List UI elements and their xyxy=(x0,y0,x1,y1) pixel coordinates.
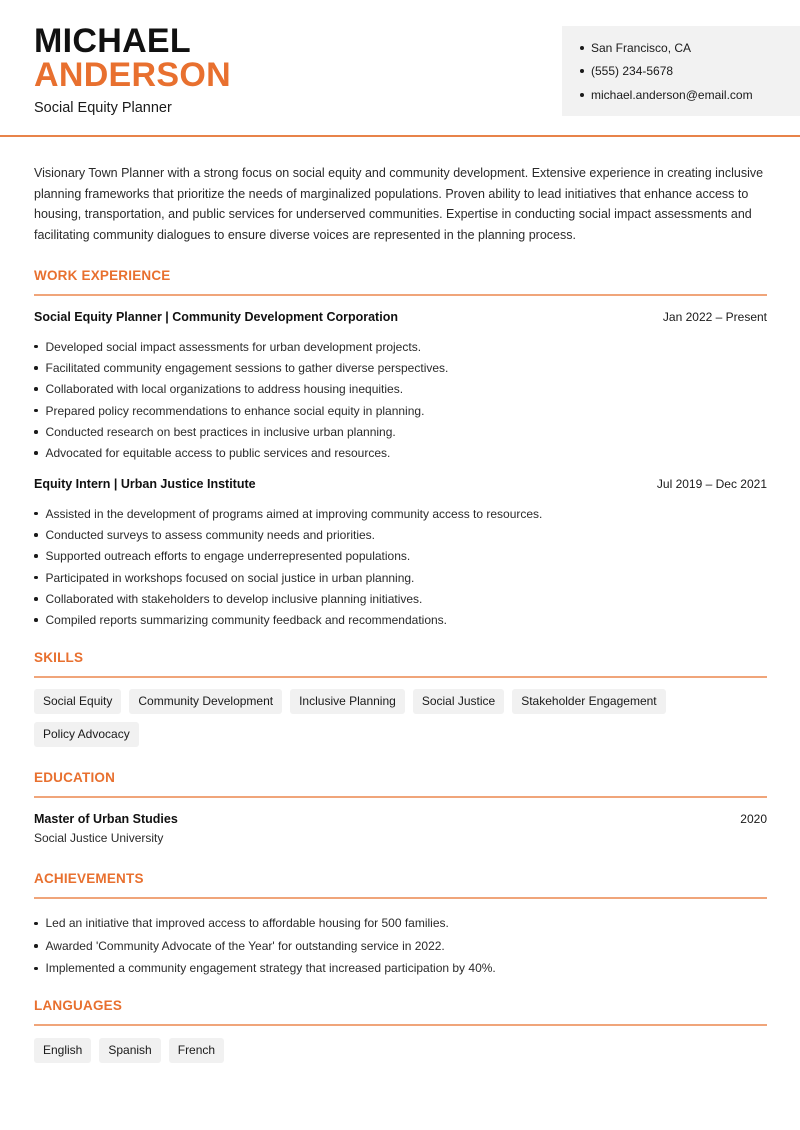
list-item xyxy=(34,379,767,400)
list-item xyxy=(34,546,767,567)
list-item-text: Participated in workshops focused on social justice in urban planning. xyxy=(45,570,415,585)
bullet-icon xyxy=(580,46,584,50)
list-item-text: Conducted surveys to assess community needs and priorities. xyxy=(45,527,375,542)
bullet-icon xyxy=(34,944,38,948)
contact-phone xyxy=(580,60,800,84)
section-title-education: EDUCATION xyxy=(34,770,116,785)
job-header xyxy=(34,477,767,491)
skill-tag: Social Equity xyxy=(34,689,121,714)
job-dates: Jan 2022 – Present xyxy=(662,310,767,324)
skill-tag: Social Justice xyxy=(413,689,504,714)
languages-list xyxy=(34,1038,767,1063)
location-text: San Francisco, CA xyxy=(591,40,692,55)
last-name: ANDERSON xyxy=(34,56,231,94)
bullet-icon xyxy=(34,967,38,971)
bullet-icon xyxy=(34,451,38,455)
list-item xyxy=(34,421,767,442)
list-item-text: Advocated for equitable access to public services and resources. xyxy=(45,446,391,461)
list-item-text: Collaborated with stakeholders to develop inclusive planning initiatives. xyxy=(45,591,423,606)
bullet-icon xyxy=(34,597,38,601)
list-item xyxy=(34,609,767,630)
job-bullets xyxy=(34,503,767,631)
bullet-icon xyxy=(580,69,584,73)
email-text: michael.anderson@email.com xyxy=(591,87,753,102)
bullet-icon xyxy=(34,366,38,370)
section-title-achievements: ACHIEVEMENTS xyxy=(34,871,144,886)
graduation-year: 2020 xyxy=(740,812,767,826)
bullet-icon xyxy=(34,554,38,558)
bullet-icon xyxy=(34,387,38,391)
list-item-text: Conducted research on best practices in inclusive urban planning. xyxy=(45,424,396,439)
contact-box xyxy=(562,26,800,116)
list-item xyxy=(34,567,767,588)
education-header xyxy=(34,812,767,826)
section-divider xyxy=(34,796,767,798)
list-item xyxy=(34,357,767,378)
bullet-icon xyxy=(34,409,38,413)
list-item-text: Led an initiative that improved access to affordable housing for 500 families. xyxy=(45,916,449,931)
first-name: MICHAEL xyxy=(34,22,191,60)
bullet-icon xyxy=(34,576,38,580)
list-item-text: Implemented a community engagement strategy that increased participation by 40%. xyxy=(45,961,496,976)
job-heading: Equity Intern | Urban Justice Institute xyxy=(34,477,256,491)
achievements-list xyxy=(34,912,767,980)
skill-tag: Stakeholder Engagement xyxy=(512,689,665,714)
skill-tag: Policy Advocacy xyxy=(34,722,139,747)
list-item xyxy=(34,336,767,357)
section-title-work: WORK EXPERIENCE xyxy=(34,268,171,283)
bullet-icon xyxy=(34,922,38,926)
contact-location xyxy=(580,36,800,60)
bullet-icon xyxy=(34,618,38,622)
job-title: Social Equity Planner xyxy=(34,100,172,116)
section-divider xyxy=(34,897,767,899)
list-item xyxy=(34,588,767,609)
bullet-icon xyxy=(34,430,38,434)
degree: Master of Urban Studies xyxy=(34,812,178,826)
bullet-icon xyxy=(34,345,38,349)
job-header xyxy=(34,310,767,324)
language-tag: French xyxy=(169,1038,224,1063)
list-item xyxy=(34,957,767,980)
summary-paragraph: Visionary Town Planner with a strong focus on social equity and community development. Extensive experience in creating inclusive planning frameworks that prioritize the needs of marginalized populations. Proven ability to lead initiatives that enhance access to housing, transportation, and public services for underserved communities. Expertise in conducting social impact assessments and facilitating community dialogues to ensure diverse voices are represented in the planning process. xyxy=(34,166,764,242)
list-item xyxy=(34,935,767,958)
resume-header xyxy=(0,0,800,137)
job-bullets xyxy=(34,336,767,464)
section-title-languages: LANGUAGES xyxy=(34,998,123,1013)
phone-text: (555) 234-5678 xyxy=(591,64,674,79)
list-item-text: Collaborated with local organizations to address housing inequities. xyxy=(45,382,404,397)
skill-tag: Community Development xyxy=(129,689,282,714)
contact-email xyxy=(580,83,800,107)
skill-tag: Inclusive Planning xyxy=(290,689,405,714)
list-item xyxy=(34,524,767,545)
section-divider xyxy=(34,676,767,678)
bullet-icon xyxy=(580,93,584,97)
bullet-icon xyxy=(34,533,38,537)
language-tag: Spanish xyxy=(99,1038,160,1063)
list-item xyxy=(34,400,767,421)
language-tag: English xyxy=(34,1038,91,1063)
section-title-skills: SKILLS xyxy=(34,650,84,665)
bullet-icon xyxy=(34,512,38,516)
skills-list xyxy=(34,689,767,747)
list-item-text: Facilitated community engagement sessions to gather diverse perspectives. xyxy=(45,360,449,375)
list-item xyxy=(34,442,767,463)
list-item-text: Developed social impact assessments for urban development projects. xyxy=(45,339,422,354)
list-item-text: Compiled reports summarizing community feedback and recommendations. xyxy=(45,613,448,628)
job-dates: Jul 2019 – Dec 2021 xyxy=(656,477,767,491)
school-name: Social Justice University xyxy=(34,831,164,845)
list-item xyxy=(34,503,767,524)
section-divider xyxy=(34,294,767,296)
job-heading: Social Equity Planner | Community Development Corporation xyxy=(34,310,398,324)
section-divider xyxy=(34,1024,767,1026)
list-item-text: Prepared policy recommendations to enhance social equity in planning. xyxy=(45,403,425,418)
list-item xyxy=(34,912,767,935)
list-item-text: Supported outreach efforts to engage underrepresented populations. xyxy=(45,549,411,564)
list-item-text: Awarded 'Community Advocate of the Year' for outstanding service in 2022. xyxy=(45,938,445,953)
list-item-text: Assisted in the development of programs aimed at improving community access to resources. xyxy=(45,506,543,521)
